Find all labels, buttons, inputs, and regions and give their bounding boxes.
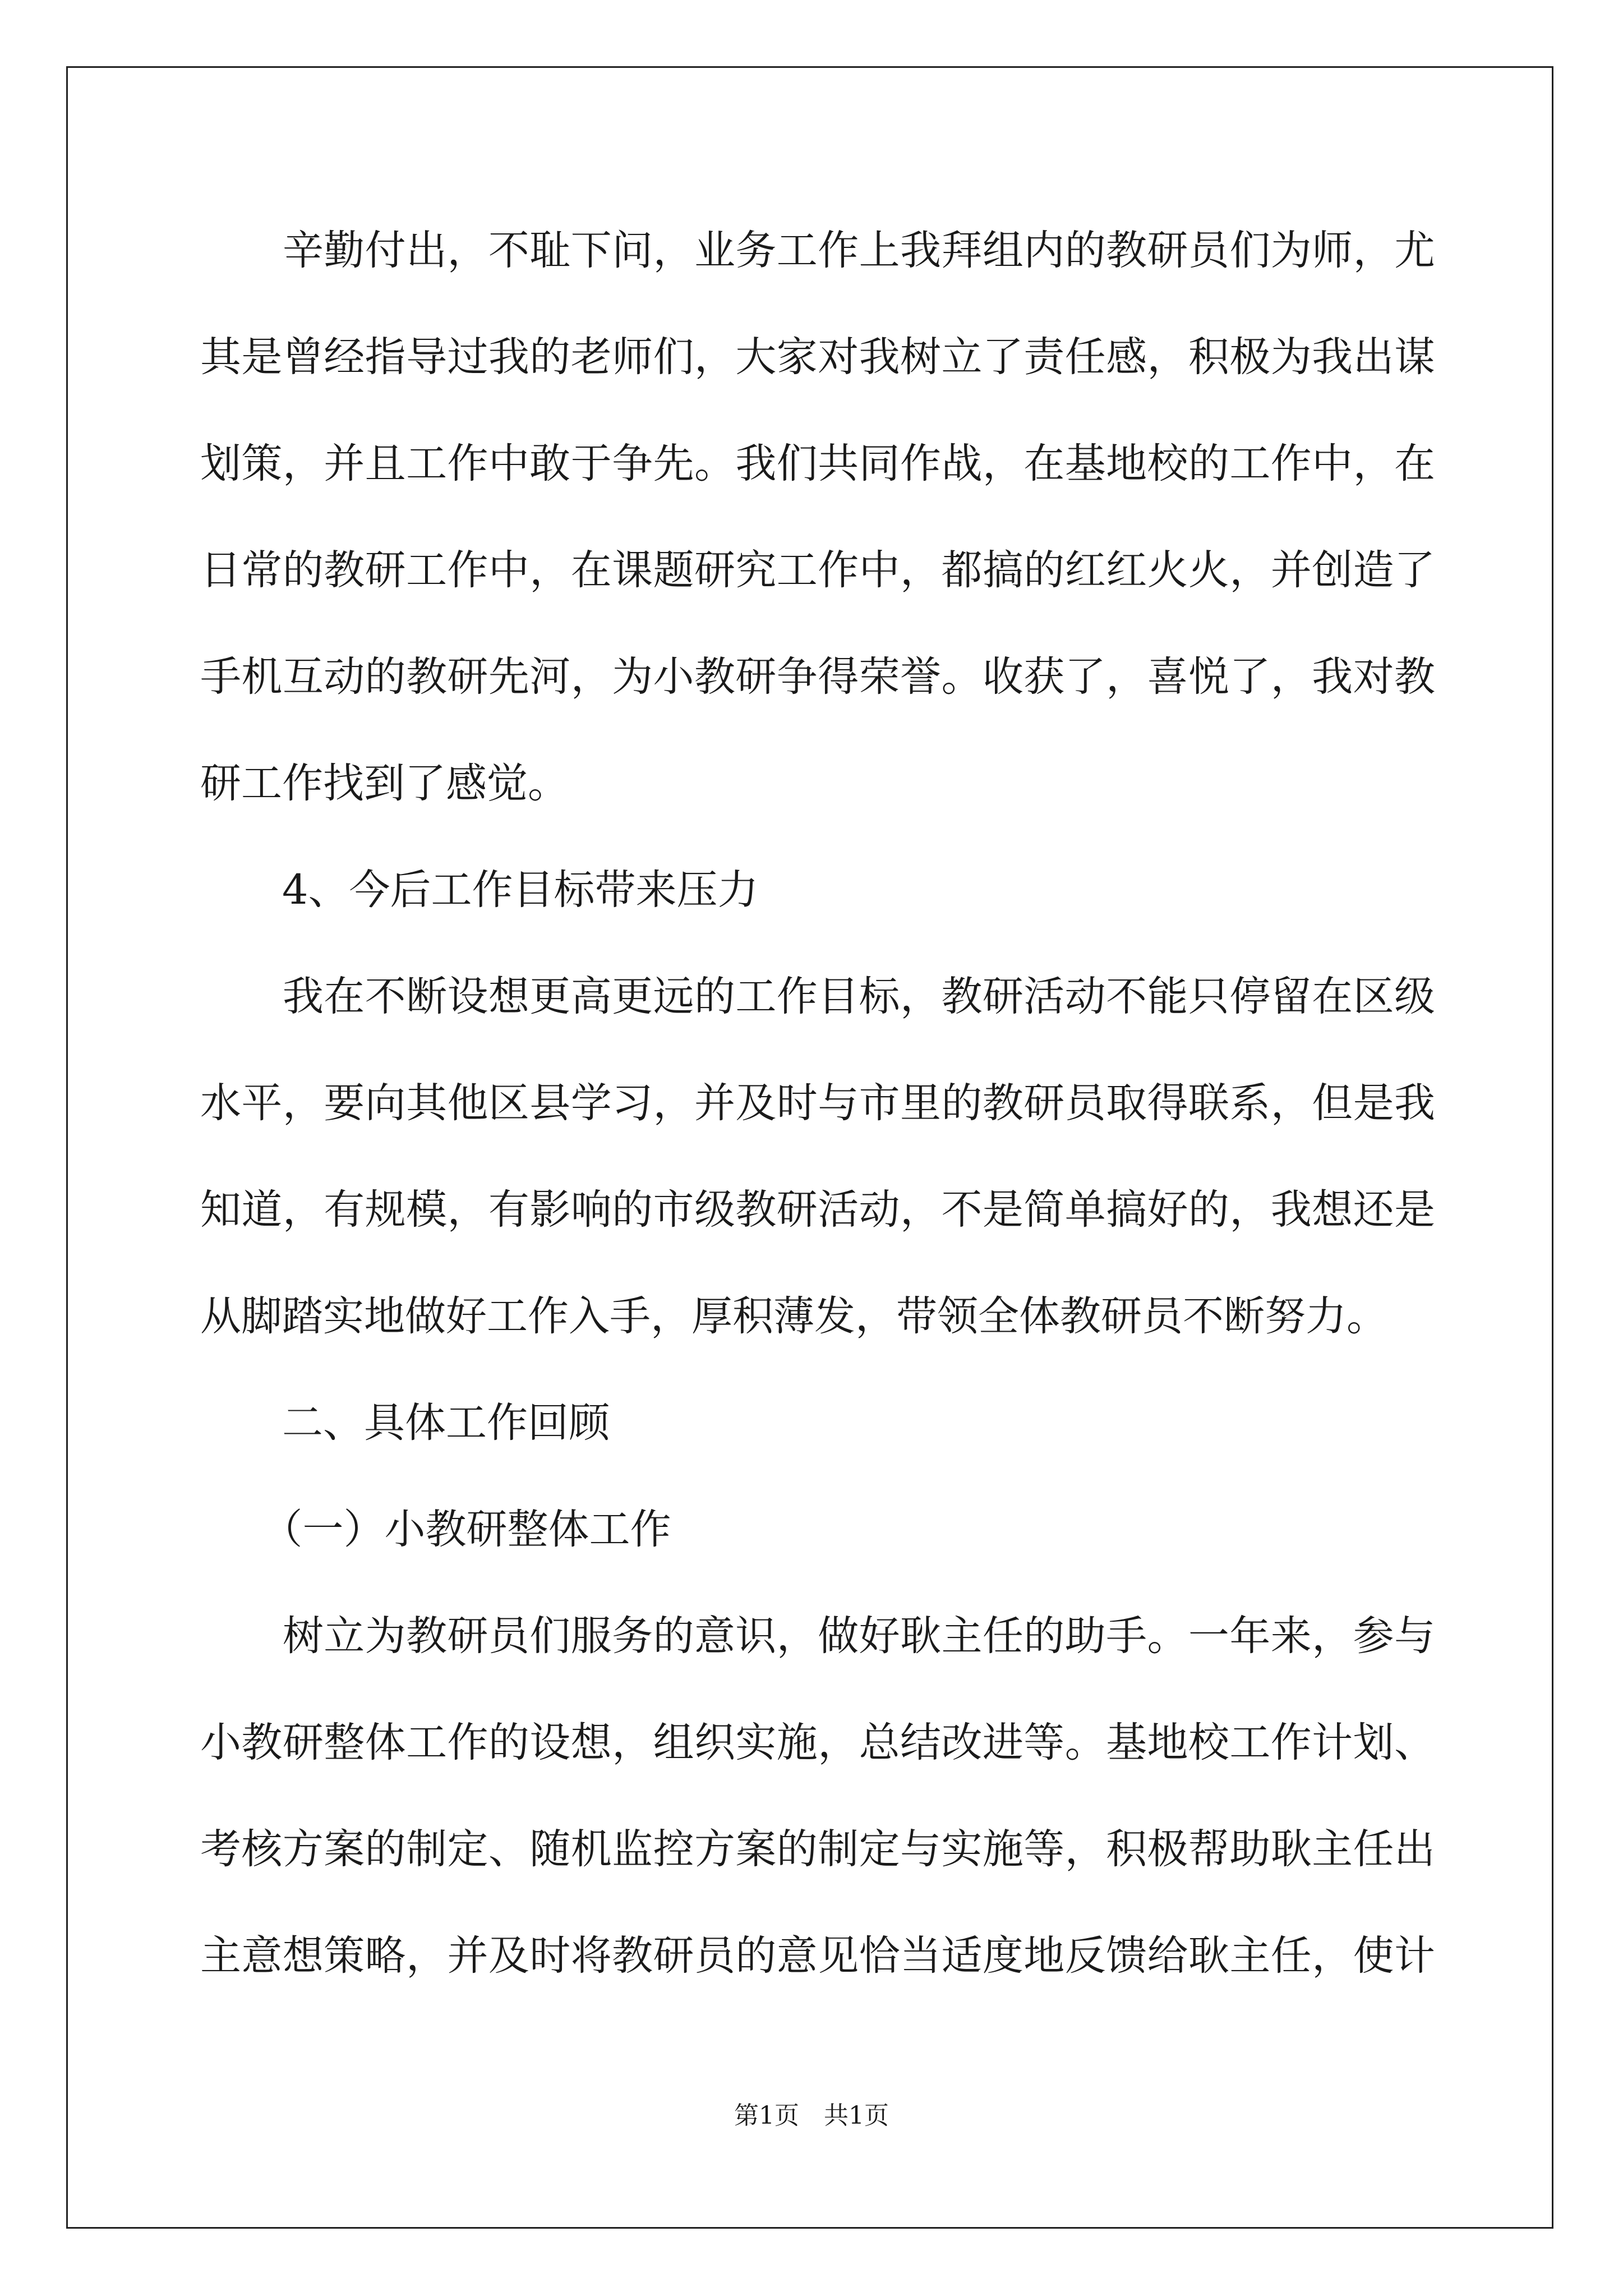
text-line: 水平，要向其他区县学习，并及时与市里的教研员取得联系，但是我 (200, 1079, 1435, 1127)
page-border (66, 66, 1553, 2229)
text-line: 辛勤付出，不耻下问，业务工作上我拜组内的教研员们为师，尤 (200, 227, 1435, 274)
text-line: 划策，并且工作中敢于争先。我们共同作战，在基地校的工作中，在 (200, 440, 1435, 487)
page-number-footer: 第1页 共1页 (734, 2101, 889, 2130)
text-line: 日常的教研工作中，在课题研究工作中，都搞的红红火火，并创造了 (200, 546, 1435, 594)
text-line: 考核方案的制定、随机监控方案的制定与实施等，积极帮助耿主任出 (200, 1825, 1435, 1873)
text-line: 研工作找到了感觉。 (200, 760, 569, 807)
text-line: 小教研整体工作的设想，组织实施，总结改进等。基地校工作计划、 (200, 1719, 1435, 1766)
subsection-heading: （一）小教研整体工作 (200, 1506, 671, 1553)
section-heading: 4、今后工作目标带来压力 (200, 866, 759, 914)
section-heading: 二、具体工作回顾 (200, 1399, 610, 1447)
text-line: 我在不断设想更高更远的工作目标，教研活动不能只停留在区级 (200, 973, 1435, 1020)
text-line: 其是曾经指导过我的老师们，大家对我树立了责任感，积极为我出谋 (200, 333, 1435, 381)
text-line: 树立为教研员们服务的意识，做好耿主任的助手。一年来，参与 (200, 1612, 1435, 1660)
text-line: 主意想策略，并及时将教研员的意见恰当适度地反馈给耿主任，使计 (200, 1932, 1435, 1980)
text-line: 手机互动的教研先河，为小教研争得荣誉。收获了，喜悦了，我对教 (200, 653, 1435, 701)
text-line: 知道，有规模，有影响的市级教研活动，不是简单搞好的，我想还是 (200, 1186, 1435, 1234)
text-line: 从脚踏实地做好工作入手，厚积薄发，带领全体教研员不断努力。 (200, 1292, 1387, 1340)
